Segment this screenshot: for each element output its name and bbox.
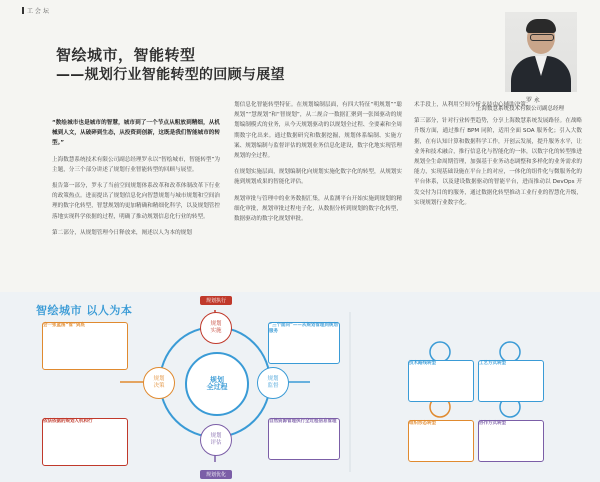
infographic-title: 智绘城市 以人为本 [36,304,133,317]
paragraph: 术手段上，从利用空间分析支持中心辅助决策。 [414,102,532,108]
author-photo [505,12,577,92]
node-right: 规划 监督 [257,367,289,399]
paragraph: 第三部分，针对行业转型趋势，分享上海数慧系统发展路径。在战略升级方面，通过推行 BPM 同阶，适用全面 SOA 服务化；引入大数据，在有认知计算和数据科学工作，开创云发展，提升服务水平，让业务和技术融合，推行信息化与智能化的一体，以数字化的转型推进规划全生命周期管理，加强基于业务动态调整和多样化的业务需求的能力，实现基础设施在平台上的对应，一体化的组件化与微服务化的平台体系，以及建设数据驱动的智能平台，进而推动以 DevOps 开发交付为目的的服务，通过数据化转型推动工业行业的智慧化升级，实现规划行业数字化。 [414,118,582,206]
box-title: 工艺方式转型 [479,361,506,366]
article-subtitle: ——规划行业智能转型的回顾与展望 [56,67,285,83]
pull-quote: “数绘城市也是城市的智慧，城市到了一个节点从粗放到精细，从机械到人文，从破碎到生态，从投资到创新，这既是我们智能城市的转型。” [52,120,220,147]
article-title: 智绘城市，智能转型 [56,46,196,64]
info-box-2 [268,322,340,364]
box-title: “三个面向”——从规划管理到规划服务 [269,323,338,334]
author-name: 罗 永 [526,97,540,104]
box-title: 自然资源管理执行全过程信息管理 [269,419,337,424]
author-title: 上海数慧系统技术有限公司副总经理 [476,106,565,112]
paragraph: 划信息化智能转型特征。在规划编制层面，有四大特征“明规划”“聪规划”“慧规划”和“智规划”，从二规合一数据汇聚到一张图驱动的规划编制模式的业务，从今天规划驱动的以规划全过程、全要素和全周期数字化出来。通过数据研究和数据挖掘，规划体系编制、实施方案、规划编制与监督评估的规划业务信息化建设，数字化地实现管理规划的全过程。 [234,102,402,160]
box-title: 技术路线转型 [409,361,436,366]
section-tag-label: 工 会 坛 [27,8,49,15]
box-title: 协作方式转型 [479,421,506,426]
node-top: 规划 实施 [200,312,232,344]
box-title: 会一张蓝图“管”到底 [43,323,85,328]
cycle-center: 规划 全过程 [185,352,249,416]
box-title: 依法依据的规划人机和行 [43,419,93,424]
box-title: 组织形态转型 [409,421,436,426]
info-box-7 [408,420,474,462]
paragraph: 在规划实施层面，规划编制化向规划实施化数字化的转型，从规划实施到规划成果的智能化评估。 [234,169,402,186]
info-box-1 [42,322,128,370]
article-column-1 [52,118,220,244]
flow-icon [500,342,520,362]
paragraph: 报告第一部分，罗永了当前空间规划体系改革和改革体制改革下行业的政策热点。进而提出了规划信息化向智慧规划与城市规划和空间治理的数字化转型，智慧规划的更加精确和精细化科学，以及规划管控落地实现科学依据的过程，明确了推动规划信息化行业的转型。 [52,183,220,220]
info-box-8 [478,420,544,462]
pill-bottom: 规划优化 [200,470,232,479]
info-box-4 [478,360,544,402]
pill-top: 规划执行 [200,296,232,305]
paragraph: 第二部分，从规划管理今日释放来，阐述以人为本的规划 [52,229,192,236]
section-tag [22,6,49,15]
paragraph: 规划审批与管理中的业务数据汇集，从监测平台开始实施到规划的精细化审批，规划审批过程电子化，从数据分析到规划的数字化转型，数据驱动的数字化规划审批。 [234,195,402,223]
article-column-2 [234,100,402,230]
node-bottom: 规划 评估 [200,424,232,456]
node-left: 规划 决策 [143,367,175,399]
section-tag-bar [22,7,24,14]
info-box-6 [268,418,340,460]
info-box-3 [408,360,474,402]
info-box-5 [42,418,128,466]
article-column-3 [414,100,582,214]
paragraph: 上海数慧系统技术有限公司副总经理罗永以“智绘城市，智能转型”为主题，分三个部分讲述了规划行业智能转型的回顾与展望。 [52,156,221,173]
network-icon [430,342,450,362]
